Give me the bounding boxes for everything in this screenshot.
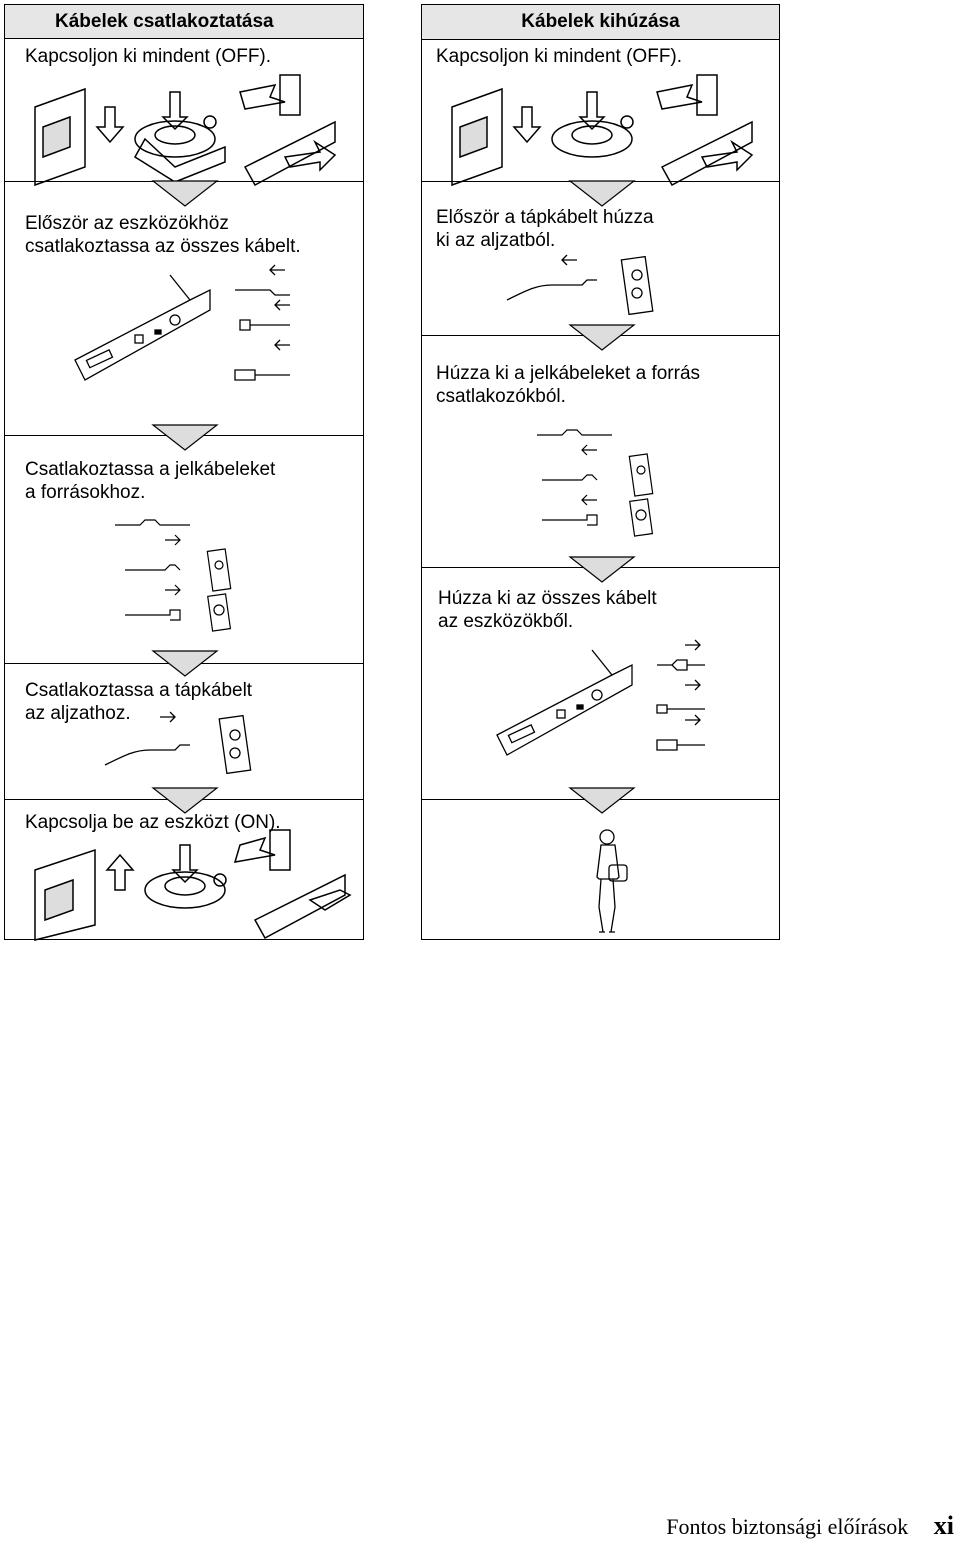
- power-switch-illustration: [25, 820, 355, 935]
- power-cord-outlet-illustration: [507, 250, 657, 320]
- down-arrow-icon: [153, 651, 217, 677]
- signal-cables-illustration: [537, 425, 677, 540]
- signal-cables-illustration: [115, 515, 255, 635]
- walking-person-illustration: [587, 827, 637, 937]
- laptop-ports-illustration: [497, 635, 727, 765]
- right-step-4-text: Húzza ki az összes kábelt az eszközökből.: [438, 588, 657, 632]
- right-step-1-text: Kapcsoljon ki mindent (OFF).: [436, 46, 683, 67]
- left-step-1-text: Kapcsoljon ki mindent (OFF).: [25, 46, 272, 67]
- down-arrow-icon: [570, 557, 634, 583]
- left-step-4-text: Csatlakoztassa a tápkábelt az aljzathoz.: [25, 680, 253, 724]
- down-arrow-icon: [153, 181, 217, 207]
- right-step-3-text: Húzza ki a jelkábeleket a forrás csatlakozókból.: [436, 363, 701, 407]
- power-switch-illustration: [25, 67, 355, 182]
- down-arrow-icon: [570, 788, 634, 814]
- left-step-5-text: Kapcsolja be az eszközt (ON).: [25, 812, 281, 833]
- down-arrow-icon: [153, 425, 217, 451]
- connect-cables-column: [4, 4, 364, 940]
- footer-title: Fontos biztonsági előírások: [666, 1514, 909, 1539]
- left-step-2-text: Először az eszközökhöz csatlakoztassa az összes kábelt.: [25, 213, 301, 257]
- down-arrow-icon: [570, 325, 634, 351]
- disconnect-cables-column: [421, 4, 780, 940]
- right-step-2-text: Először a tápkábelt húzza ki az aljzatból.: [436, 207, 654, 251]
- page-number: xi: [933, 1511, 954, 1540]
- disconnect-cables-title: Kábelek kihúzása: [422, 5, 779, 40]
- power-switch-illustration: [442, 67, 772, 182]
- connect-cables-title: Kábelek csatlakoztatása: [5, 5, 363, 39]
- page-footer: [666, 1511, 954, 1541]
- laptop-ports-illustration: [75, 260, 305, 390]
- left-step-3-text: Csatlakoztassa a jelkábeleket a forrásokhoz.: [25, 459, 276, 503]
- power-cord-outlet-illustration: [105, 705, 255, 780]
- down-arrow-icon: [570, 181, 634, 207]
